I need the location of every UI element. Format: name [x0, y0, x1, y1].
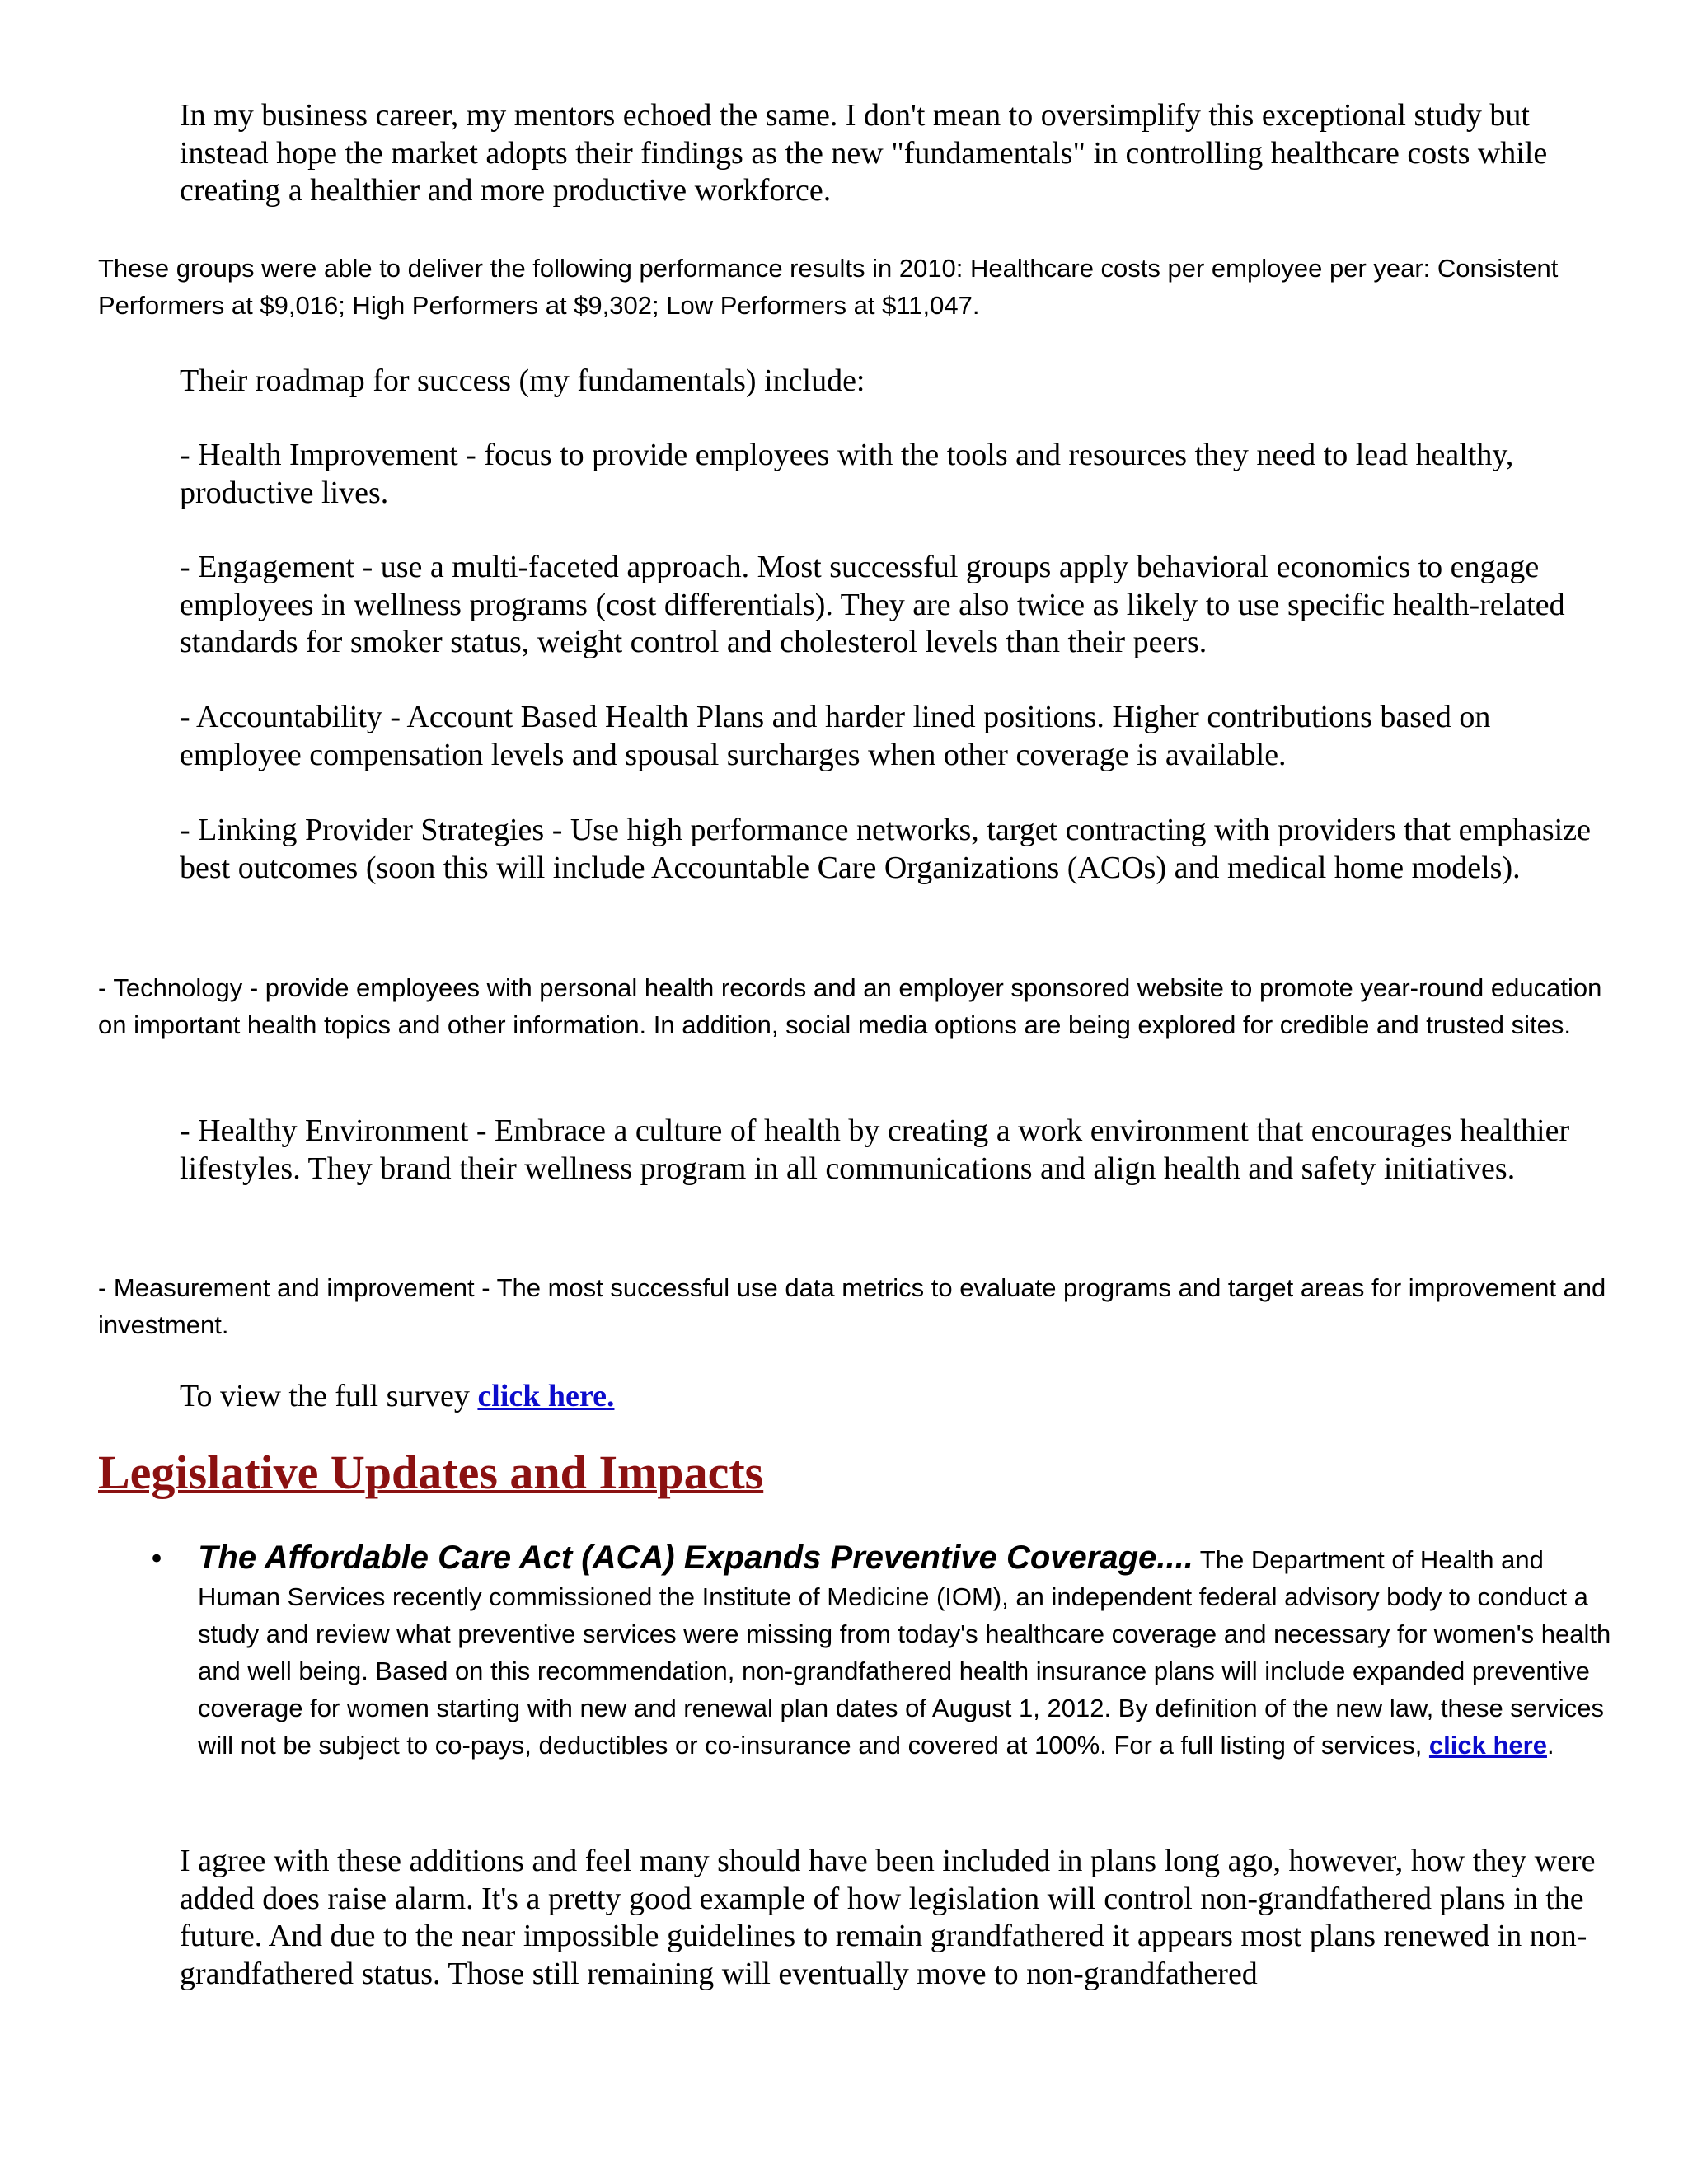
roadmap-intro: Their roadmap for success (my fundamentals) include: — [180, 363, 865, 398]
survey-prefix: To view the full survey — [180, 1379, 478, 1413]
linking-provider-item: - Linking Provider Strategies - Use high performance networks, target contracting with providers that emphasize best outcomes (soon this will include Accountable Care Organizations (ACOs) and medical home models). — [180, 813, 1591, 885]
survey-click-here-link[interactable]: click here — [477, 1379, 607, 1413]
aca-bullet-item — [140, 1540, 1615, 1764]
closing-paragraph: I agree with these additions and feel many should have been included in plans long ago, however, how they were added does raise alarm. It's a pretty good example of how legislation will control non-grandfathered plans in the future. And due to the near impossible guidelines to remain grandfathered it appears most plans renewed in non-grandfathered status. Those still remaining will eventually move to non-grandfathered — [180, 1844, 1596, 1991]
bullet-marker: • — [148, 1543, 166, 1576]
engagement-item: - Engagement - use a multi-faceted approach. Most successful groups apply behavioral economics to engage employees in wellness programs (cost differentials). They are also twice as likely to use specific health-related standards for smoker status, weight control and cholesterol levels than their peers. — [180, 550, 1565, 659]
aca-bullet-end: . — [1546, 1731, 1554, 1760]
health-improvement-item: - Health Improvement - focus to provide employees with the tools and resources they need to lead healthy, productive lives. — [180, 438, 1514, 510]
services-click-here-link[interactable]: click here — [1428, 1731, 1547, 1760]
performance-results-paragraph: These groups were able to deliver the following performance results in 2010: Healthcare costs per employee per year: Consistent Performers at $9,016; High Performers at $9,302; Low Performers at $11,047. — [98, 254, 1559, 320]
section-heading: Legislative Updates and Impacts — [98, 1446, 764, 1499]
measurement-item: - Measurement and improvement - The most successful use data metrics to evaluate programs and target areas for improvement and investment. — [98, 1273, 1606, 1339]
accountability-dash: - — [180, 700, 190, 734]
aca-bullet-title: The Affordable Care Act (ACA) Expands Preventive Coverage.... — [198, 1540, 1193, 1576]
mentors-paragraph: In my business career, my mentors echoed the same. I don't mean to oversimplify this exceptional study but instead hope the market adopts their findings as the new "fundamentals" in controlling healthcare costs while creating a healthier and more productive workforce. — [180, 98, 1548, 208]
aca-bullet-body: The Department of Health and Human Services recently commissioned the Institute of Medicine (IOM), an independent federal advisory body to conduct a study and review what preventive services were missing from today's healthcare coverage and necessary for women's health and well being. Based on this recommendation, non-grandfathered health insurance plans will include expanded preventive coverage for women starting with new and renewal plan dates of August 1, 2012. By definition of the new law, these services will not be subject to co-pays, deductibles or co-insurance and covered at 100%. For a full listing of services, — [198, 1545, 1611, 1760]
healthy-environment-item: - Healthy Environment - Embrace a culture of health by creating a work environment that encourages healthier lifestyles. They brand their wellness program in all communications and align health and safety initiatives. — [180, 1113, 1570, 1186]
accountability-item — [180, 699, 1614, 774]
accountability-text: Accountability - Account Based Health Plans and harder lined positions. Higher contributions based on employee compensation levels and spousal surcharges when other coverage is available. — [180, 700, 1491, 772]
technology-item: - Technology - provide employees with personal health records and an employer sponsored website to promote year-round education on important health topics and other information. In addition, social media options are being explored for credible and trusted sites. — [98, 973, 1602, 1039]
survey-link-period[interactable]: . — [606, 1379, 615, 1413]
survey-line — [180, 1378, 1614, 1416]
aca-bullet-text — [198, 1540, 1615, 1764]
